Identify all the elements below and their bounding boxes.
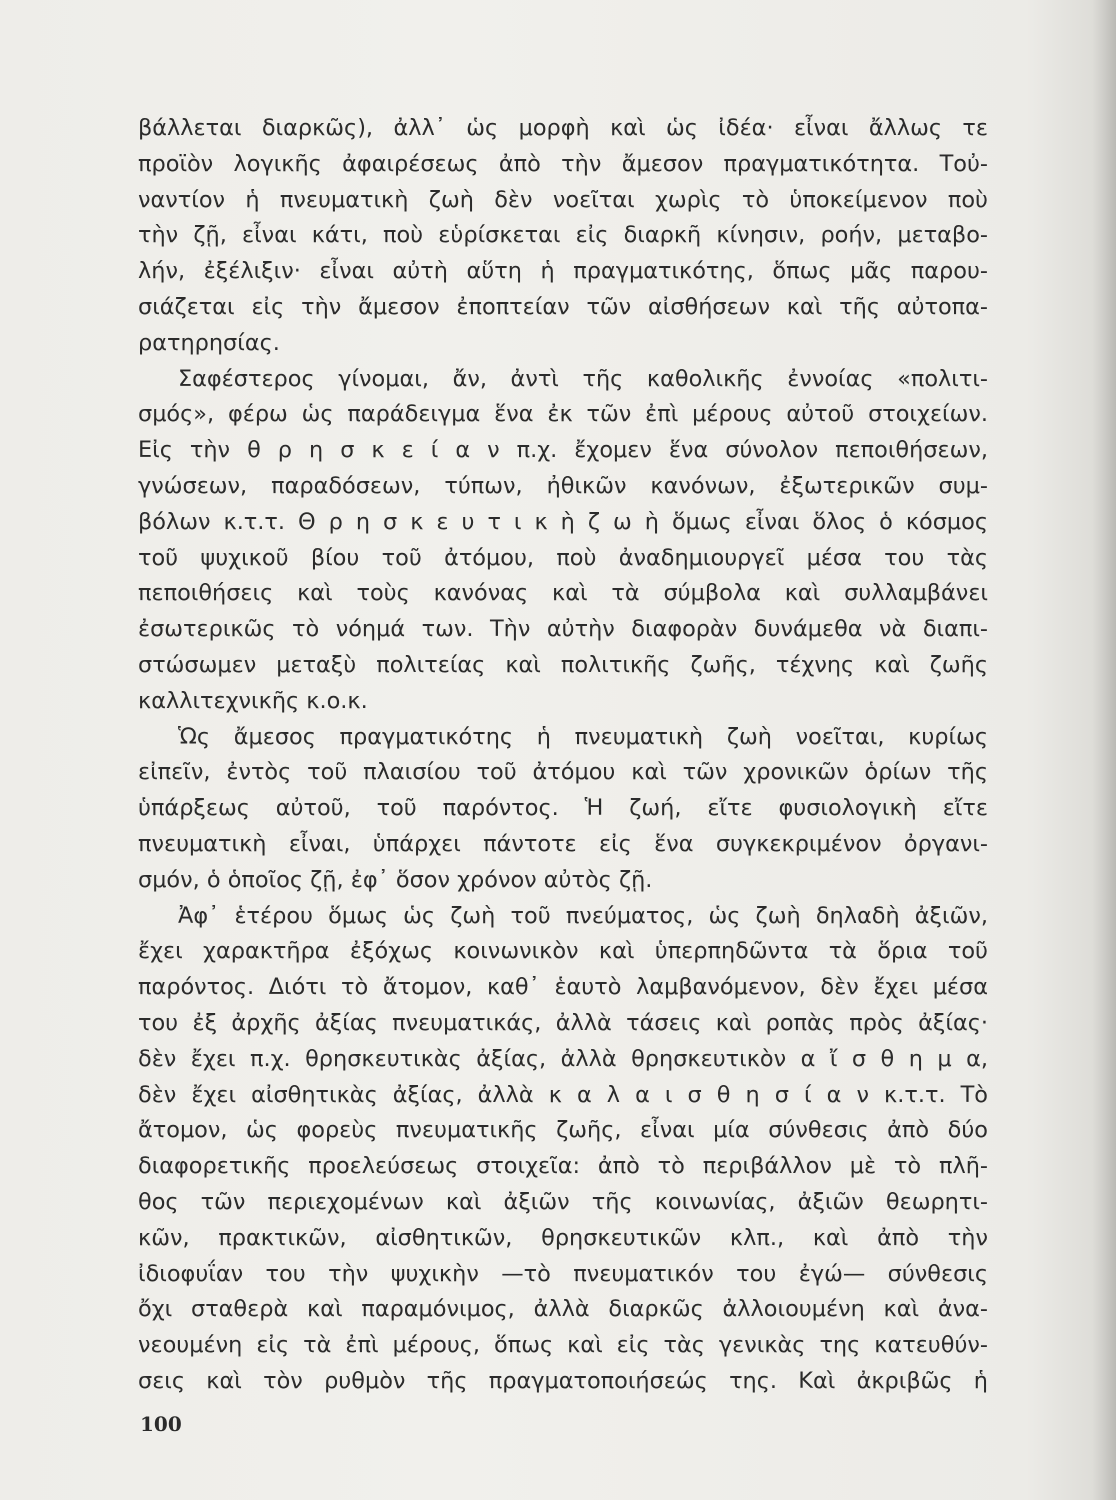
- text-line: ἐσωτερικῶς τὸ νόημά των. Τὴν αὐτὴν διαφορὰν δυνάμεθα νὰ διαπι-: [138, 616, 988, 643]
- body-text: [138, 111, 988, 1400]
- text-line: ὄχι σταθερὰ καὶ παραμόνιμος, ἀλλὰ διαρκῶς ἀλλοιουμένη καὶ ἀνα-: [138, 1296, 988, 1323]
- text-line: σιάζεται εἰς τὴν ἄμεσον ἐποπτείαν τῶν αἰσθήσεων καὶ τῆς αὐτοπα-: [138, 293, 988, 320]
- text-line: Ἀφ᾿ ἑτέρου ὅμως ὡς ζωὴ τοῦ πνεύματος, ὡς ζωὴ δηλαδὴ ἀξιῶν,: [178, 902, 988, 929]
- text-line: βάλλεται διαρκῶς), ἀλλ᾿ ὡς μορφὴ καὶ ὡς ἰδέα· εἶναι ἄλλως τε: [138, 115, 988, 141]
- text-line: ὑπάρξεως αὐτοῦ, τοῦ παρόντος. Ἡ ζωή, εἴτε φυσιολογικὴ εἴτε: [138, 795, 988, 822]
- text-line: κῶν, πρακτικῶν, αἰσθητικῶν, θρησκευτικῶν κλπ., καὶ ἀπὸ τὴν: [138, 1224, 988, 1251]
- text-line: πνευματικὴ εἶναι, ὑπάρχει πάντοτε εἰς ἕνα συγκεκριμένον ὀργανι-: [138, 830, 988, 857]
- text-line: πεποιθήσεις καὶ τοὺς κανόνας καὶ τὰ σύμβολα καὶ συλλαμβάνει: [138, 580, 988, 607]
- text-line: ἰδιοφυΐαν του τὴν ψυχικὴν —τὸ πνευματικόν του ἐγώ— σύνθεσις: [138, 1260, 988, 1287]
- text-line: ρατηρησίας.: [138, 329, 280, 356]
- text-line: παρόντος. Διότι τὸ ἄτομον, καθ᾿ ἑαυτὸ λαμβανόμενον, δὲν ἔχει μέσα: [138, 974, 988, 1001]
- text-line: εἰπεῖν, ἐντὸς τοῦ πλαισίου τοῦ ἀτόμου καὶ τῶν χρονικῶν ὁρίων τῆς: [138, 759, 988, 786]
- text-line: του ἐξ ἀρχῆς ἀξίας πνευματικάς, ἀλλὰ τάσεις καὶ ροπὰς πρὸς ἀξίας·: [138, 1009, 988, 1036]
- page-binding-shadow: [1092, 0, 1116, 1500]
- text-line: σμός», φέρω ὡς παράδειγμα ἕνα ἐκ τῶν ἐπὶ μέρους αὐτοῦ στοιχείων.: [138, 401, 988, 428]
- text-line: σμόν, ὁ ὁποῖος ζῇ, ἐφ᾿ ὅσον χρόνον αὐτὸς ζῇ.: [138, 866, 653, 893]
- text-line: προϊὸν λογικῆς ἀφαιρέσεως ἀπὸ τὴν ἄμεσον πραγματικότητα. Τοὐ-: [138, 150, 988, 177]
- text-line: Εἰς τὴν θ ρ η σ κ ε ί α ν π.χ. ἔχομεν ἕνα σύνολον πεποιθήσεων,: [138, 437, 988, 464]
- text-line: ναντίον ἡ πνευματικὴ ζωὴ δὲν νοεῖται χωρὶς τὸ ὑποκείμενον ποὺ: [138, 186, 988, 213]
- text-line: ἔχει χαρακτῆρα ἐξόχως κοινωνικὸν καὶ ὑπερπηδῶντα τὰ ὅρια τοῦ: [138, 938, 988, 965]
- text-line: γνώσεων, παραδόσεων, τύπων, ἠθικῶν κανόνων, ἐξωτερικῶν συμ-: [138, 472, 988, 499]
- text-line: νεουμένη εἰς τὰ ἐπὶ μέρους, ὅπως καὶ εἰς τὰς γενικὰς της κατευθύν-: [138, 1332, 988, 1359]
- text-line: θος τῶν περιεχομένων καὶ ἀξιῶν τῆς κοινωνίας, ἀξιῶν θεωρητι-: [138, 1188, 988, 1215]
- text-line: τοῦ ψυχικοῦ βίου τοῦ ἀτόμου, ποὺ ἀναδημιουργεῖ μέσα του τὰς: [138, 544, 988, 571]
- text-line: Ὡς ἄμεσος πραγματικότης ἡ πνευματικὴ ζωὴ νοεῖται, κυρίως: [178, 723, 988, 750]
- text-line: Σαφέστερος γίνομαι, ἄν, ἀντὶ τῆς καθολικῆς ἐννοίας «πολιτι-: [178, 365, 988, 392]
- text-line: δὲν ἔχει αἰσθητικὰς ἀξίας, ἀλλὰ κ α λ α ι σ θ η σ ί α ν κ.τ.τ. Τὸ: [138, 1081, 988, 1108]
- text-line: βόλων κ.τ.τ. Θ ρ η σ κ ε υ τ ι κ ὴ ζ ω ὴ ὅμως εἶναι ὅλος ὁ κόσμος: [138, 508, 988, 535]
- text-line: τὴν ζῇ, εἶναι κάτι, ποὺ εὑρίσκεται εἰς διαρκῆ κίνησιν, ροήν, μεταβο-: [138, 222, 988, 249]
- text-line: στώσωμεν μεταξὺ πολιτείας καὶ πολιτικῆς ζωῆς, τέχνης καὶ ζωῆς: [138, 651, 988, 678]
- text-line: δὲν ἔχει π.χ. θρησκευτικὰς ἀξίας, ἀλλὰ θρησκευτικὸν α ἴ σ θ η μ α,: [138, 1045, 988, 1072]
- text-line: σεις καὶ τὸν ρυθμὸν τῆς πραγματοποιήσεώς της. Καὶ ἀκριβῶς ἡ: [138, 1367, 988, 1394]
- text-line: καλλιτεχνικῆς κ.ο.κ.: [138, 687, 368, 714]
- text-line: διαφορετικῆς προελεύσεως στοιχεῖα: ἀπὸ τὸ περιβάλλον μὲ τὸ πλῆ-: [138, 1153, 988, 1180]
- text-line: λήν, ἐξέλιξιν· εἶναι αὐτὴ αὕτη ἡ πραγματικότης, ὅπως μᾶς παρου-: [138, 258, 988, 285]
- page-number: 100: [140, 1412, 182, 1436]
- text-line: ἄτομον, ὡς φορεὺς πνευματικῆς ζωῆς, εἶναι μία σύνθεσις ἀπὸ δύο: [138, 1117, 988, 1144]
